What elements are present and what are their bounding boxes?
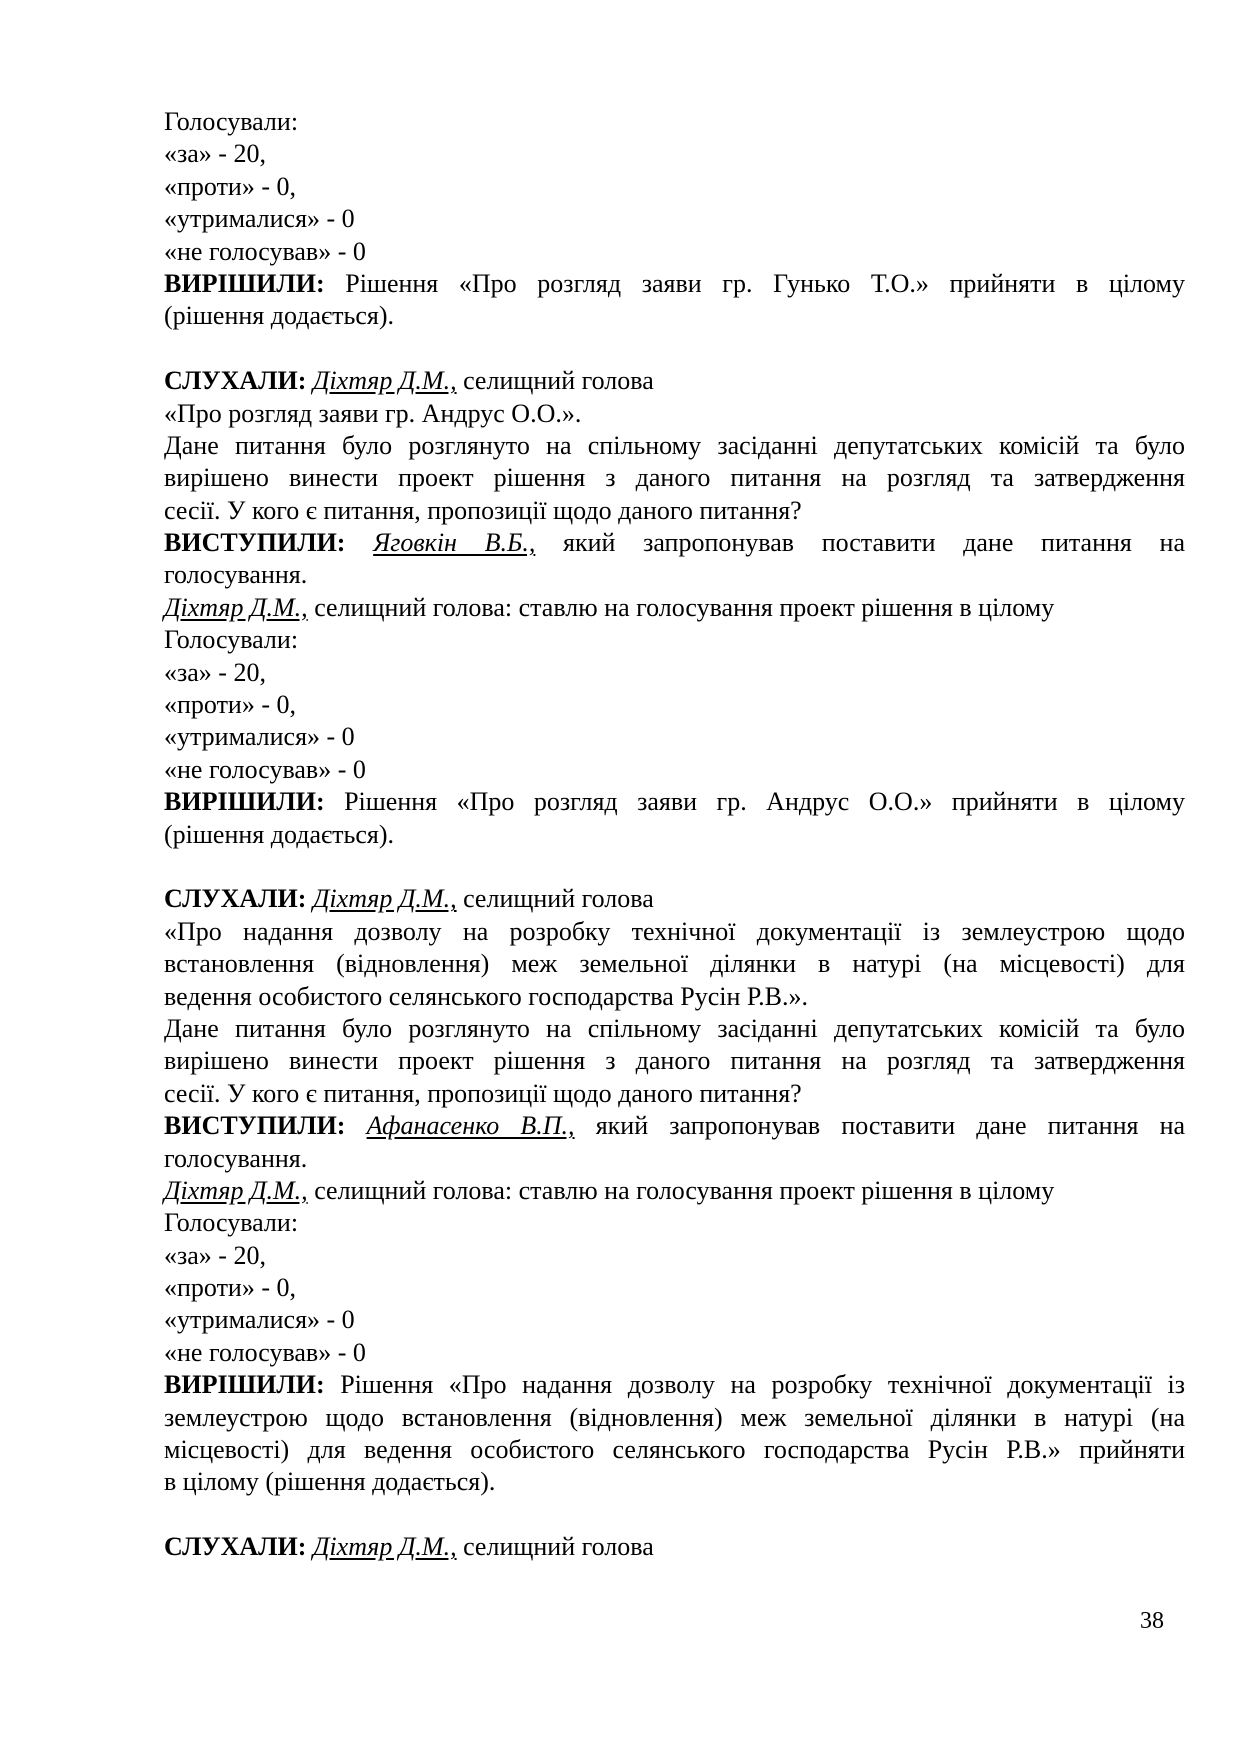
paragraph-gap <box>164 333 1185 365</box>
topic-line: «Про надання дозволу на розробку технічної документації із землеустрою щодо <box>164 916 1185 946</box>
topic-line: ведення особистого селянського господарства Русін Р.В.». <box>164 981 808 1011</box>
speaker-name: Афанасенко В.П., <box>366 1111 575 1141</box>
vote-abstain: «утрималися» - 0 <box>164 204 355 234</box>
vote-for: «за» - 20, <box>164 1240 266 1270</box>
decision-line <box>164 786 1185 818</box>
vote-against: «проти» - 0, <box>164 171 297 201</box>
decision-line <box>164 1369 1185 1401</box>
chair-text: селищний голова: ставлю на голосування проект рішення в цілому <box>314 592 1055 622</box>
decision-text: місцевості) для ведення особистого селянського господарства Русін Р.В.» прийняти <box>164 1435 1185 1465</box>
spoke-label: ВИСТУПИЛИ: <box>164 528 346 558</box>
speaker-name: Діхтяр Д.М., <box>312 1532 457 1562</box>
page-number: 38 <box>1140 1608 1164 1634</box>
vote-none: «не голосував» - 0 <box>164 236 366 266</box>
heard-label: СЛУХАЛИ: <box>164 1532 307 1562</box>
speaker-name: Яговкін В.Б., <box>373 528 536 558</box>
spoke-text: який запропонував поставити дане питання на <box>563 528 1185 558</box>
paragraph-gap <box>164 851 1185 883</box>
speaker-role: селищний голова <box>463 1532 654 1562</box>
vote-for: «за» - 20, <box>164 657 266 687</box>
decided-label: ВИРІШИЛИ: <box>164 1370 325 1400</box>
spoke-text: голосування. <box>164 560 308 590</box>
vote-abstain: «утрималися» - 0 <box>164 1305 355 1335</box>
speaker-name: Діхтяр Д.М., <box>164 592 308 622</box>
heard-label: СЛУХАЛИ: <box>164 884 307 914</box>
vote-header: Голосували: <box>164 107 299 136</box>
chair-line <box>164 1175 1185 1207</box>
vote-against: «проти» - 0, <box>164 690 297 720</box>
vote-none: «не голосував» - 0 <box>164 1337 366 1367</box>
spoke-line <box>164 1110 1185 1142</box>
discussion-line: вирішено винести проект рішення з даного питання на розгляд та затвердження <box>164 463 1185 493</box>
discussion-line: сесії. У кого є питання, пропозиції щодо даного питання? <box>164 1078 802 1108</box>
decision-line <box>164 268 1185 300</box>
chair-line <box>164 592 1185 624</box>
vote-none: «не голосував» - 0 <box>164 754 366 784</box>
heard-line <box>164 883 1185 915</box>
vote-abstain: «утрималися» - 0 <box>164 722 355 752</box>
decision-text: (рішення додається). <box>164 301 395 331</box>
spoke-line <box>164 527 1185 559</box>
decision-text: Рішення «Про розгляд заяви гр. Андрус О.О.» прийняти в цілому <box>344 787 1185 817</box>
discussion-line: Дане питання було розглянуто на спільному засіданні депутатських комісій та було <box>164 1013 1185 1043</box>
speaker-role: селищний голова <box>463 366 654 396</box>
decision-text: Рішення «Про розгляд заяви гр. Гунько Т.О.» прийняти в цілому <box>345 268 1185 298</box>
spoke-text: голосування. <box>164 1143 308 1173</box>
vote-header: Голосували: <box>164 625 299 655</box>
heard-line <box>164 365 1185 397</box>
discussion-line: Дане питання було розглянуто на спільному засіданні депутатських комісій та було <box>164 430 1185 460</box>
topic-line: встановлення (відновлення) меж земельної ділянки в натурі (на місцевості) для <box>164 949 1185 979</box>
spoke-text: який запропонував поставити дане питання на <box>595 1111 1186 1141</box>
chair-text: селищний голова: ставлю на голосування проект рішення в цілому <box>314 1175 1055 1205</box>
decision-text: в цілому (рішення додається). <box>164 1467 496 1497</box>
spoke-label: ВИСТУПИЛИ: <box>164 1111 346 1141</box>
document-body <box>164 106 1185 1564</box>
speaker-role: селищний голова <box>463 884 654 914</box>
vote-against: «проти» - 0, <box>164 1273 297 1303</box>
topic-line: «Про розгляд заяви гр. Андрус О.О.». <box>164 398 582 428</box>
decision-text: землеустрою щодо встановлення (відновлення) меж земельної ділянки в натурі (на <box>164 1402 1185 1432</box>
decided-label: ВИРІШИЛИ: <box>164 787 325 817</box>
decided-label: ВИРІШИЛИ: <box>164 268 325 298</box>
vote-header: Голосували: <box>164 1208 299 1238</box>
decision-text: Рішення «Про надання дозволу на розробку технічної документації із <box>340 1370 1186 1400</box>
discussion-line: вирішено винести проект рішення з даного питання на розгляд та затвердження <box>164 1046 1185 1076</box>
speaker-name: Діхтяр Д.М., <box>164 1175 308 1205</box>
heard-label: СЛУХАЛИ: <box>164 366 307 396</box>
paragraph-gap <box>164 1499 1185 1531</box>
speaker-name: Діхтяр Д.М., <box>312 884 457 914</box>
heard-line <box>164 1531 1185 1563</box>
discussion-line: сесії. У кого є питання, пропозиції щодо даного питання? <box>164 495 802 525</box>
speaker-name: Діхтяр Д.М., <box>312 366 457 396</box>
decision-text: (рішення додається). <box>164 819 395 849</box>
vote-for: «за» - 20, <box>164 139 266 169</box>
